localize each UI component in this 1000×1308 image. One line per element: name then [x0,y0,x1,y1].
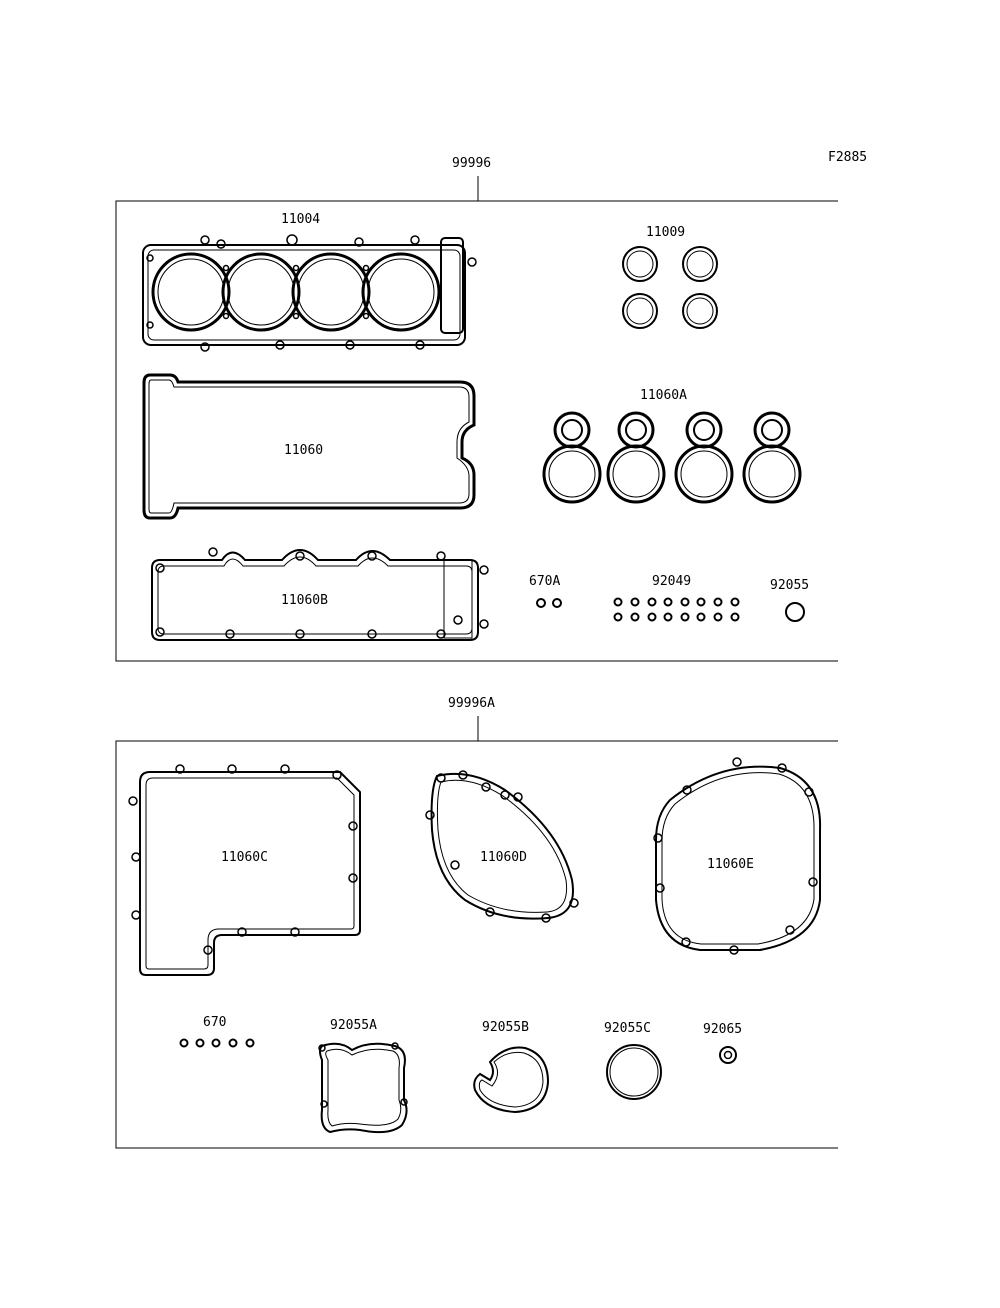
head-cover-gasket [144,375,474,518]
kit-99996a [116,696,838,1148]
part-label: 11060D [480,850,527,865]
part-label: 92065 [703,1022,743,1037]
cylinder-head-gasket [143,212,476,351]
gasket-11060d [426,771,578,922]
part-label: 11060C [221,850,268,865]
o-ring-92055 [770,578,809,621]
kit-number-label: 99996 [452,156,492,171]
o-rings-11009 [623,225,717,328]
figure-code: F2885 [828,150,868,165]
part-label: 11060 [284,443,324,458]
o-ring-92055c [604,1021,661,1099]
gasket-92055b [474,1020,548,1112]
part-label: 92049 [652,574,692,589]
part-label: 11060B [281,593,328,608]
part-label: 670 [203,1015,227,1030]
kit-number-label: 99996A [448,696,495,711]
oil-pan-gasket [129,765,360,975]
gasket-11060b [152,548,488,640]
washers-670a [529,574,561,607]
part-label: 670A [529,574,561,589]
gasket-11060e [654,758,820,954]
part-label: 11060E [707,857,754,872]
part-label: 92055B [482,1020,529,1035]
part-label: 92055A [330,1018,377,1033]
part-label: 11060A [640,388,687,403]
kit-99996 [116,156,838,661]
washers-670 [181,1015,254,1047]
washer-92065 [703,1022,742,1063]
part-label: 92055 [770,578,810,593]
gasket-92055a [319,1018,407,1132]
seals-92049 [615,574,739,621]
part-label: 11004 [281,212,321,227]
part-label: 11009 [646,225,686,240]
plug-hole-gaskets [544,388,800,502]
part-label: 92055C [604,1021,651,1036]
